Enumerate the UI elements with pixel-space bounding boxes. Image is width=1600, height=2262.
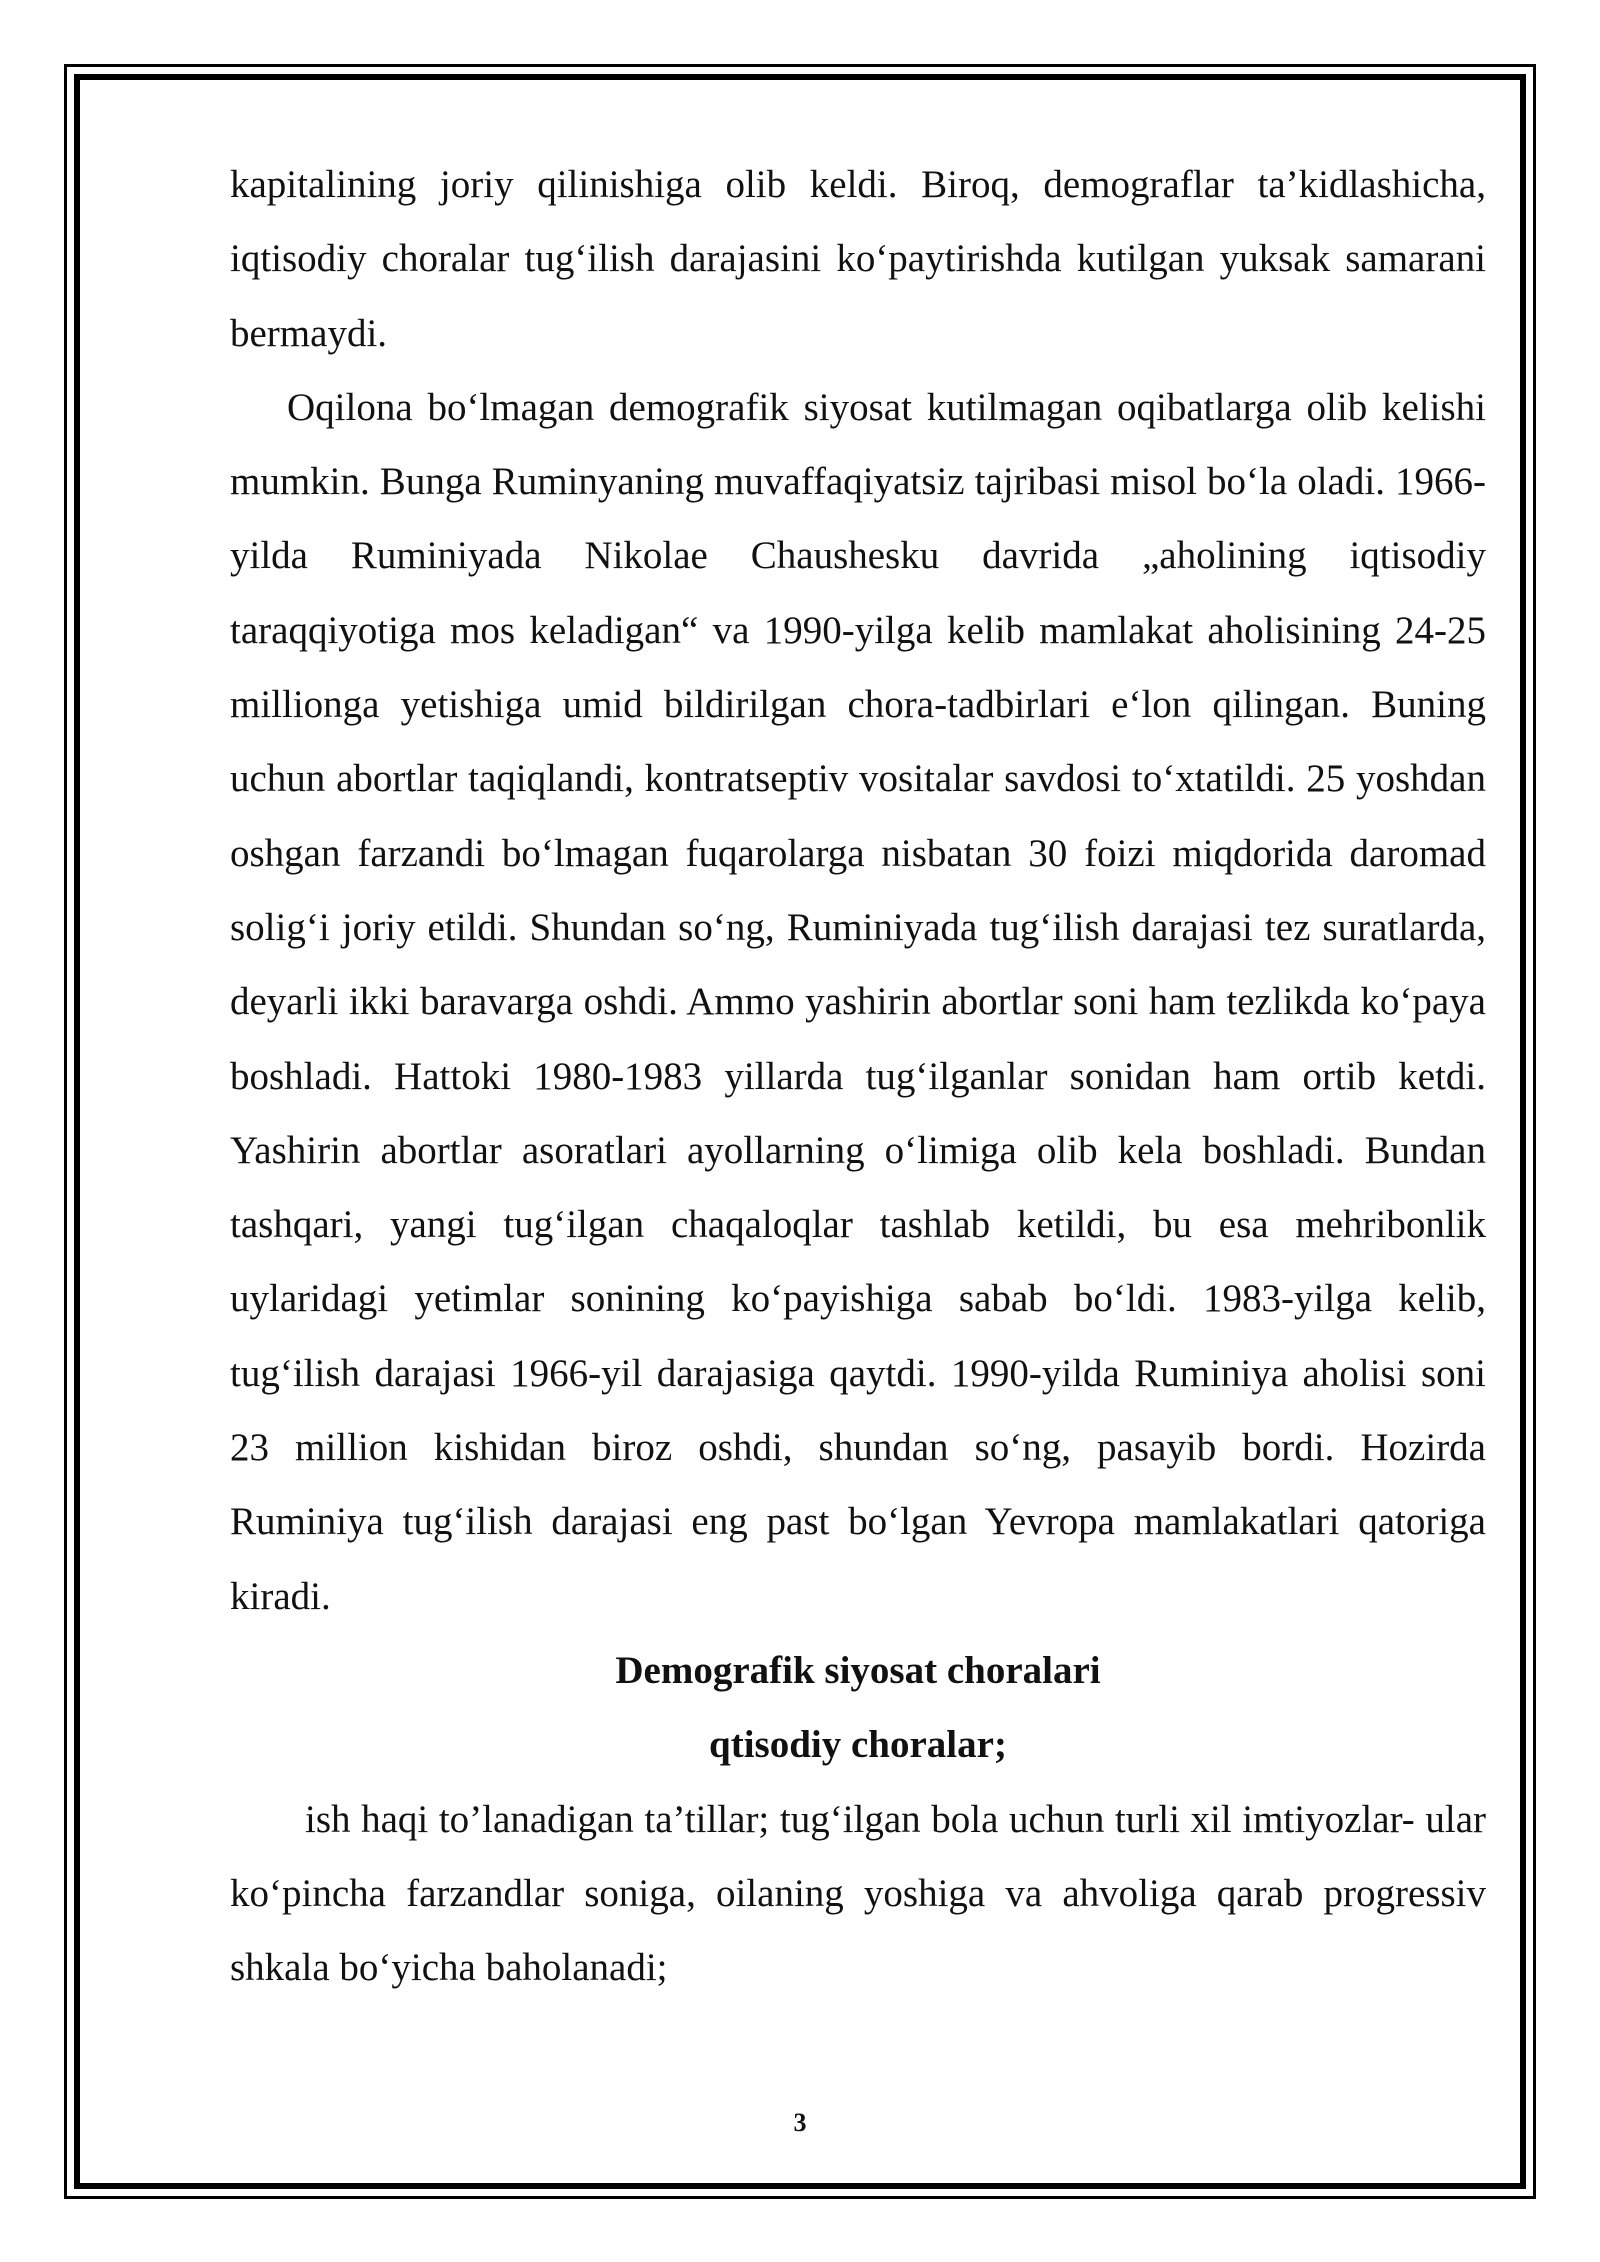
page-number: 3 — [793, 2108, 807, 2137]
section-heading: Demografik siyosat choralari — [615, 1648, 1101, 1692]
paragraph-romania: Oqilona bo‘lmagan demografik siyosat kutilmagan oqibatlarga olib kelishi mumkin. Bunga Ruminyaning muvaffaqiyatsiz tajribasi misol bo‘la oladi. 1966-yilda Ruminiyada Nikolae Chaushesku davrida „aholining iqtisodiy taraqqiyotiga mos keladigan“ va 1990-yilga kelib mamlakat aholisining 24-25 millionga yetishiga umid bildirilgan chora-tadbirlari e‘lon qilingan. Buning uchun abortlar taqiqlandi, kontratseptiv vositalar savdosi to‘xtatildi. 25 yoshdan oshgan farzandi bo‘lmagan fuqarolarga nisbatan 30 foizi miqdorida daromad solig‘i joriy etildi. Shundan so‘ng, Ruminiyada tug‘ilish darajasi tez suratlarda, deyarli ikki baravarga oshdi. Ammo yashirin abortlar soni ham tezlikda ko‘paya boshladi. Hattoki 1980-1983 yillarda tug‘ilganlar sonidan ham ortib ketdi. Yashirin abortlar asoratlari ayollarning o‘limiga olib kela boshladi. Bundan tashqari, yangi tug‘ilgan chaqaloqlar tashlab ketildi, bu esa mehribonlik uylaridagi yetimlar sonining ko‘payishiga sabab bo‘ldi. 1983-yilga kelib, tug‘ilish darajasi 1966-yil darajasiga qaytdi. 1990-yilda Ruminiya aholisi soni 23 million kishidan biroz oshdi, shundan so‘ng, pasayib bordi. Hozirda Ruminiya tug‘ilish darajasi eng past bo‘lgan Yevropa mamlakatlari qatoriga kiradi. — [230, 385, 1486, 1618]
paragraph-economic-measures: ish haqi to’lanadigan ta’tillar; tug‘ilgan bola uchun turli xil imtiyozlar- ular ko‘pincha farzandlar soniga, oilaning yoshiga va ahvoliga qarab progressiv shkala bo‘yicha baholanadi; — [230, 1797, 1486, 1990]
page-content — [230, 148, 1486, 2005]
subsection-heading: qtisodiy choralar; — [709, 1723, 1007, 1767]
paragraph-continuation: kapitalining joriy qilinishiga olib keldi. Biroq, demograflar ta’kidlashicha, iqtisodiy choralar tug‘ilish darajasini ko‘paytirishda kutilgan yuksak samarani bermaydi. — [230, 163, 1486, 355]
